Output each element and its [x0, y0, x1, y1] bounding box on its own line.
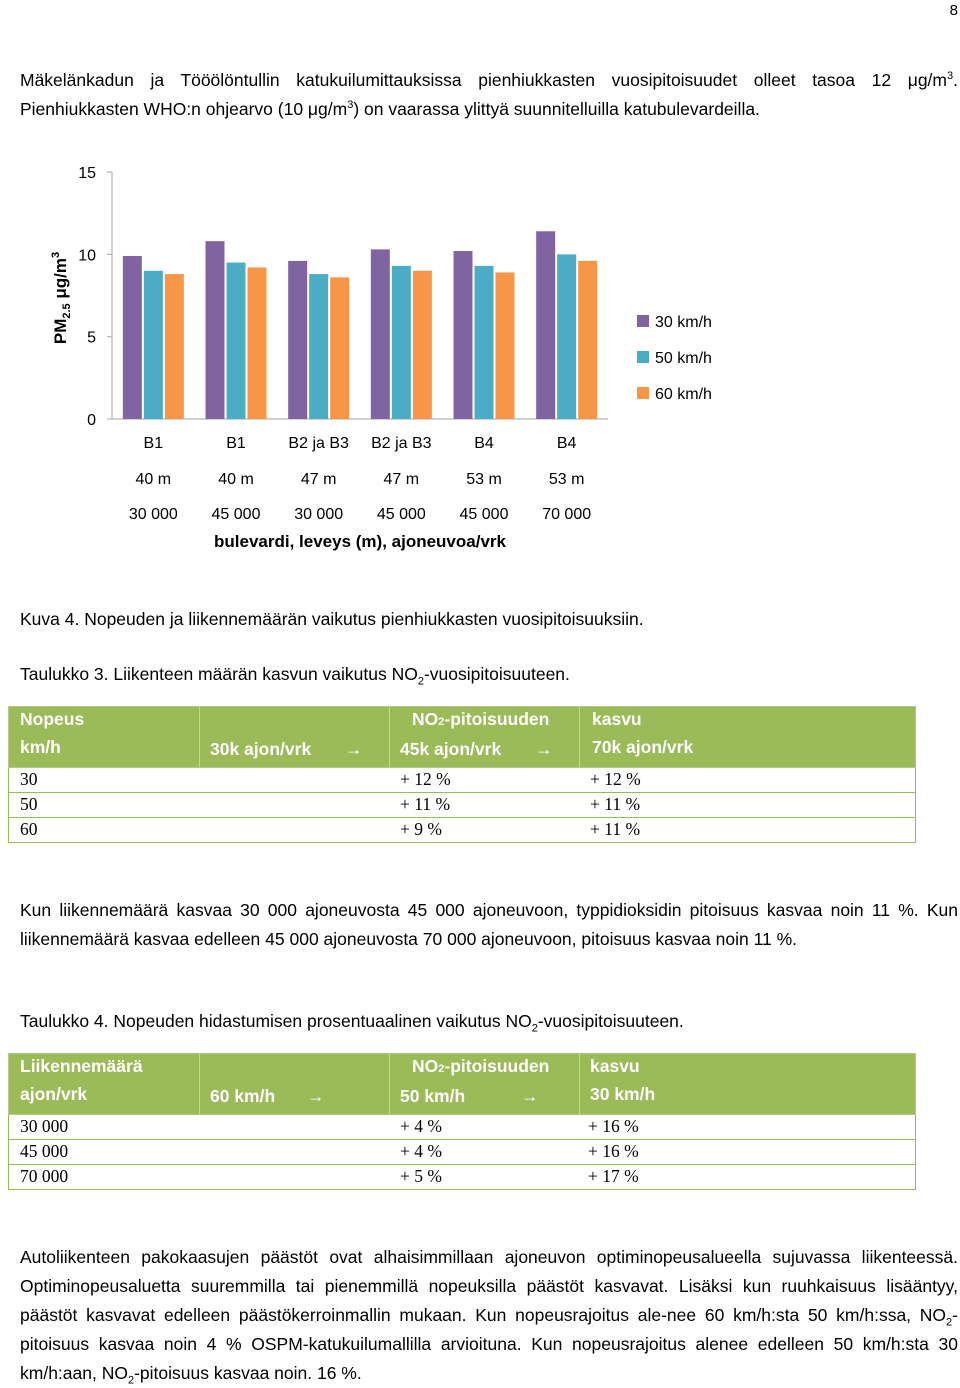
table3-header-kasvu: kasvu [592, 709, 642, 729]
category-name-label: B1 [143, 435, 164, 452]
category-width-label: 47 m [383, 471, 420, 488]
table-row: 50 + 11 % + 11 % [8, 793, 916, 818]
bar-50-km-h [475, 266, 494, 419]
table3-header [8, 706, 916, 768]
table4-header-no2: NO2-pitoisuuden [412, 1056, 550, 1076]
figure-caption: Kuva 4. Nopeuden ja liikennemäärän vaikutus pienhiukkasten vuosipitoisuuksiin. [20, 609, 644, 629]
table4 [8, 1053, 916, 1190]
category-traffic-label: 45 000 [459, 506, 509, 523]
table-row: 30 + 12 % + 12 % [8, 768, 916, 793]
arrow-right-icon: → [521, 1086, 539, 1106]
y-tick-label: 0 [87, 412, 96, 429]
table-row: 60 + 9 % + 11 % [8, 818, 916, 843]
category-traffic-label: 45 000 [211, 506, 261, 523]
table4-caption: Taulukko 4. Nopeuden hidastumisen prosentuaalinen vaikutus $NO_2$-vuosipitoisuuteen. [20, 1011, 684, 1035]
table-row: 70 000 + 5 % + 17 % [8, 1165, 916, 1190]
bar-50-km-h [144, 271, 163, 419]
table3-caption: Taulukko 3. Liikenteen määrän kasvun vaikutus $NO_2$-vuosipitoisuuteen. [20, 664, 570, 688]
bar-30-km-h [371, 249, 390, 419]
category-traffic-label: 30 000 [128, 506, 178, 523]
table-row: 45 000 + 4 % + 16 % [8, 1140, 916, 1165]
table3-header-70k: 70k ajon/vrk [592, 737, 694, 757]
page-number: 8 [949, 2, 958, 19]
bar-30-km-h [536, 231, 555, 419]
bar-30-km-h [454, 251, 473, 419]
bar-60-km-h [578, 261, 597, 419]
intro-paragraph: Mäkelänkadun ja Tööölöntullin katukuilumittauksissa pienhiukkasten vuosipitoisuudet olleet tasoa 12 $\mu g/m^3$. Pienhiukkasten WHO:n ohjearvo (10 $\mu g/m^3$) on vaarassa ylittyä suunnitelluilla katubulevardeilla. [20, 70, 958, 119]
category-name-label: B1 [226, 435, 246, 452]
table3 [8, 706, 916, 843]
pm25-bar-chart [0, 150, 760, 560]
bar-60-km-h [496, 272, 515, 419]
category-name-label: B2 ja B3 [371, 435, 432, 452]
category-name-label: B4 [556, 435, 577, 452]
category-name-label: B4 [474, 435, 494, 452]
bar-30-km-h [123, 256, 142, 419]
legend-label: 60 km/h [655, 386, 712, 403]
bar-60-km-h [248, 268, 267, 419]
category-width-label: 53 m [466, 471, 502, 488]
category-traffic-label: 45 000 [376, 506, 426, 523]
emissions-paragraph: Autoliikenteen pakokaasujen päästöt ovat alhaisimmillaan ajoneuvon optiminopeusalueella sujuvassa liikenteessä. Optiminopeusaluetta suuremmilla tai pienemmillä nopeuksilla päästöt kasvavat. Lisäksi kun ruuhkaisuus lisääntyy, päästöt kasvavat edelleen päästökerroinmallin mukaan. Kun nopeusrajoitus ale-nee 60 km/h:sta 50 km/h:ssa, $NO_2$-pitoisuus kasvaa noin 4 % OSPM-katukuilumallilla arvioituna. Kun nopeusrajoitus alenee edelleen 50 km/h:sta 30 km/h:aan, $NO_2$-pitoisuus kasvaa noin. 16 %. [20, 1247, 958, 1387]
y-tick-label: 15 [78, 165, 96, 182]
arrow-right-icon: → [345, 739, 363, 759]
bar-50-km-h [309, 274, 328, 419]
table3-header-no2: NO2-pitoisuuden [412, 709, 550, 729]
traffic-paragraph: Kun liikennemäärä kasvaa 30 000 ajoneuvosta 45 000 ajoneuvoon, typpidioksidin pitoisuus kasvaa noin 11 %. Kun liikennemäärä kasvaa edelleen 45 000 ajoneuvosta 70 000 ajoneuvoon, pitoisuus kasvaa noin 11 %. [20, 900, 958, 949]
table3-header-30k: 30k ajon/vrk [210, 739, 312, 759]
table4-header-50: 50 km/h [400, 1086, 466, 1106]
category-width-label: 40 m [135, 471, 172, 488]
category-traffic-label: 30 000 [294, 506, 344, 523]
category-name-label: B2 ja B3 [288, 435, 349, 452]
y-tick-label: 10 [78, 247, 96, 265]
table4-header-60: 60 km/h [210, 1086, 276, 1106]
category-traffic-label: 70 000 [542, 506, 592, 523]
table3-header-45k: 45k ajon/vrk [400, 739, 502, 759]
table4-header-30: 30 km/h [590, 1084, 656, 1104]
legend-label: 50 km/h [655, 350, 712, 367]
category-width-label: 40 m [218, 471, 254, 488]
legend-label: 30 km/h [655, 314, 712, 331]
y-axis-label: $PM_{2.5}$ $\mu g/m^3$ [50, 251, 73, 345]
legend-swatch [637, 387, 649, 399]
y-tick-label: 5 [87, 329, 96, 347]
bar-30-km-h [206, 241, 225, 419]
legend-swatch [637, 315, 649, 327]
table4-header-traffic-unit: ajon/vrk [20, 1084, 88, 1104]
legend-swatch [637, 351, 649, 363]
table4-header-traffic: Liikennemäärä [20, 1056, 143, 1076]
arrow-right-icon: → [307, 1086, 325, 1106]
bar-60-km-h [413, 271, 432, 419]
arrow-right-icon: → [535, 739, 553, 759]
table4-header [8, 1053, 916, 1115]
bar-50-km-h [557, 254, 576, 419]
table3-header-speed: Nopeus [20, 709, 85, 729]
bar-60-km-h [165, 274, 184, 419]
bar-60-km-h [330, 277, 349, 419]
bar-50-km-h [227, 263, 246, 419]
x-axis-label: bulevardi, leveys (m), ajoneuvoa/vrk [214, 532, 506, 551]
category-width-label: 53 m [548, 471, 585, 488]
table4-header-kasvu: kasvu [590, 1056, 640, 1076]
table-row: 30 000 + 4 % + 16 % [8, 1115, 916, 1140]
bar-50-km-h [392, 266, 411, 419]
table3-header-speed-unit: km/h [20, 737, 61, 757]
category-width-label: 47 m [300, 471, 337, 488]
bar-30-km-h [288, 261, 307, 419]
